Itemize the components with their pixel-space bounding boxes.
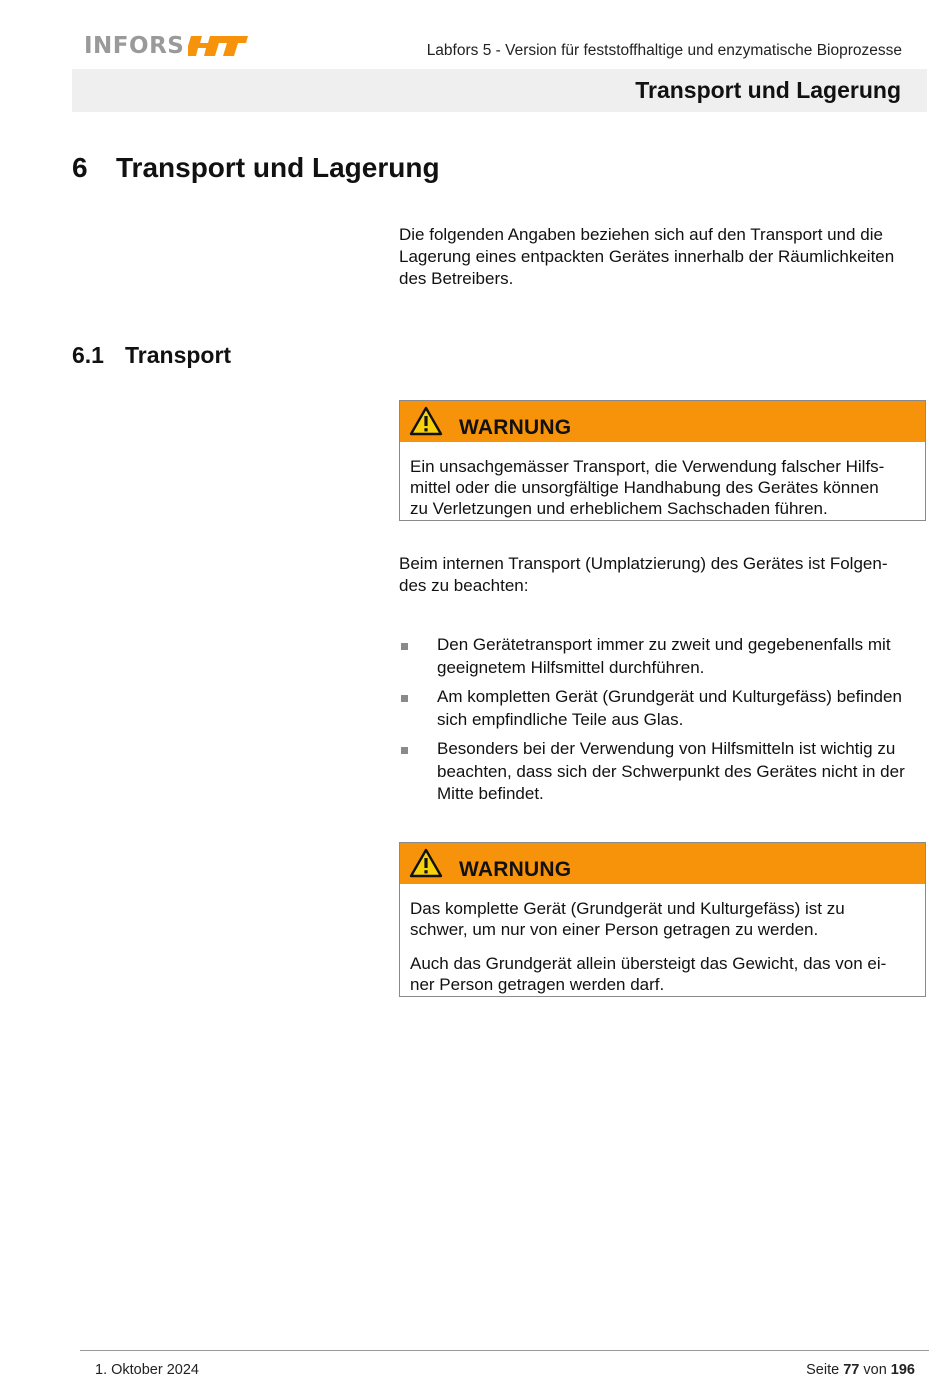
list-item: Am kompletten Gerät (Grundgerät und Kulturgefäss) befinden sich empfindliche Teile aus Glas.: [399, 686, 929, 731]
warning-box: [399, 400, 926, 521]
transport-intro: Beim internen Transport (Umplatzierung) des Gerätes ist Folgen- des zu beachten:: [399, 554, 888, 595]
bullet-square-icon: [401, 643, 408, 650]
header-band: [72, 69, 927, 112]
page-number: Seite 77 von 196: [806, 1362, 915, 1378]
transport-rules-list: [399, 634, 929, 813]
warning-triangle-icon: [409, 848, 443, 878]
list-item: Den Gerätetransport immer zu zweit und gegebenenfalls mit geeignetem Hilfsmittel durchführen.: [399, 634, 929, 679]
footer-date: 1. Oktober 2024: [95, 1362, 199, 1378]
section-title: Transport: [125, 342, 232, 368]
warning-triangle-icon: [409, 406, 443, 436]
footer-divider: [80, 1350, 929, 1351]
section-number: 6.1: [72, 342, 104, 368]
chapter-intro: Die folgenden Angaben beziehen sich auf den Transport und die Lagerung eines entpackten Gerätes innerhalb der Räumlichkeiten des Betreibers.: [399, 225, 895, 288]
total-pages: 196: [890, 1362, 915, 1378]
warning-box: [399, 842, 926, 997]
chapter-number: 6: [72, 152, 88, 183]
warning-title: WARNUNG: [459, 416, 572, 439]
warning-text: Das komplette Gerät (Grundgerät und Kulturgefäss) ist zu schwer, um nur von einer Person getragen zu werden. Auch das Grundgerät allein übersteigt das Gewicht, das von ei- ner Person getragen werden darf.: [410, 899, 887, 994]
header-section-title: Transport und Lagerung: [635, 77, 901, 103]
logo-wordmark: INFORS: [84, 33, 185, 59]
current-page: 77: [843, 1362, 860, 1378]
warning-title: WARNUNG: [459, 858, 572, 881]
warning-header: [400, 843, 925, 884]
logo-ht-mark: [188, 35, 250, 57]
warning-header: [400, 401, 925, 442]
company-logo: [84, 33, 250, 59]
bullet-square-icon: [401, 695, 408, 702]
chapter-heading: [72, 152, 440, 184]
chapter-title: Transport und Lagerung: [116, 152, 440, 183]
bullet-square-icon: [401, 747, 408, 754]
warning-text: Ein unsachgemässer Transport, die Verwendung falscher Hilfs- mittel oder die unsorgfältige Handhabung des Gerätes können zu Verletzungen und erheblichem Sachschaden führen.: [410, 457, 885, 518]
section-heading: [72, 342, 231, 369]
document-subtitle: Labfors 5 - Version für feststoffhaltige und enzymatische Bioprozesse: [426, 42, 902, 59]
list-item: Besonders bei der Verwendung von Hilfsmitteln ist wichtig zu beachten, dass sich der Schwerpunkt des Gerätes nicht in der Mitte befindet.: [399, 738, 929, 806]
